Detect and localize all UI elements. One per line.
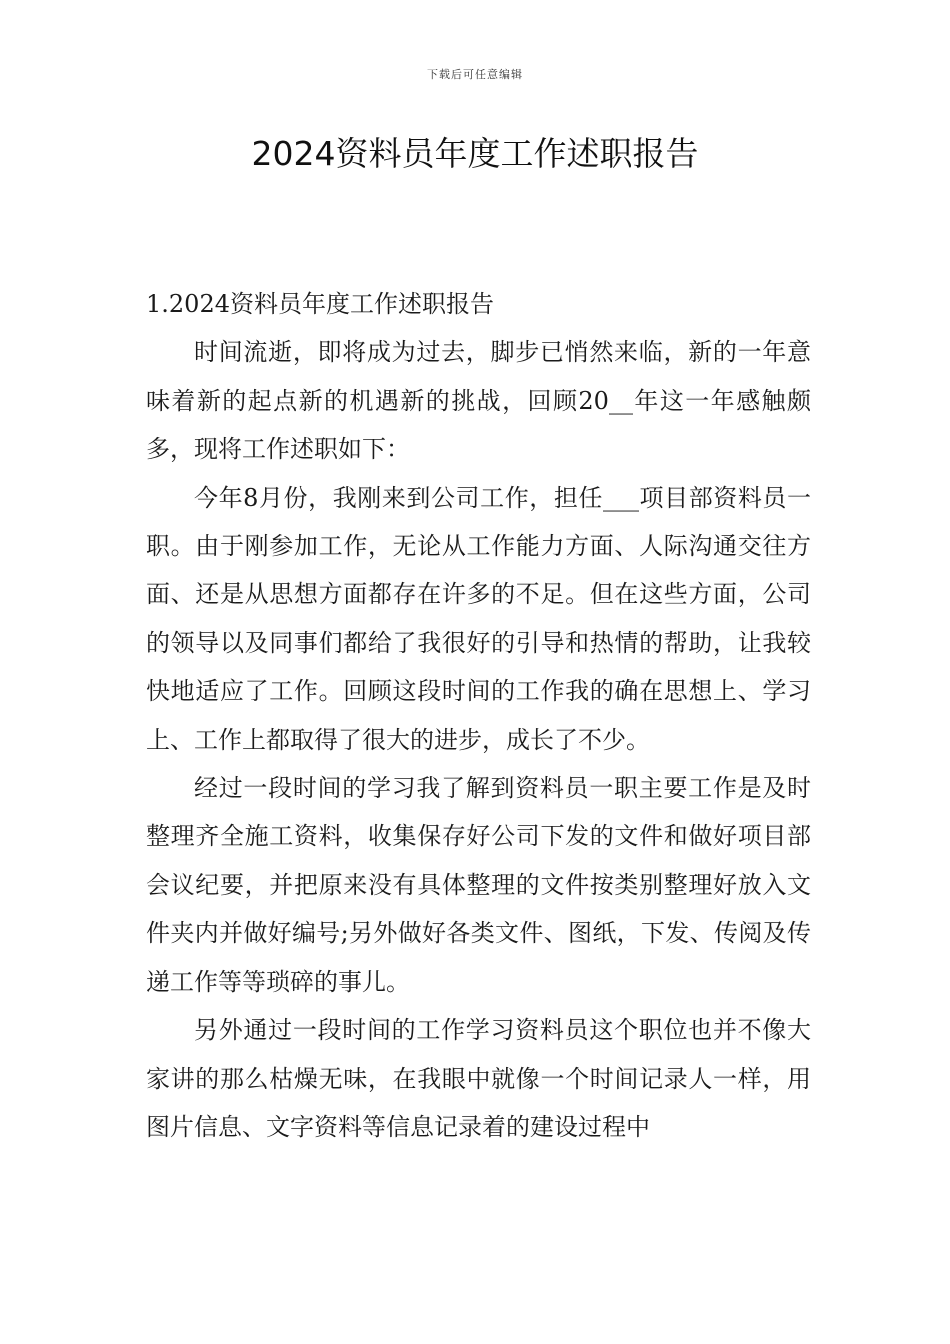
section-heading: 1.2024资料员年度工作述职报告 [146,290,494,318]
header-note: 下载后可任意编辑 [427,68,523,81]
paragraph-4: 另外通过一段时间的工作学习资料员这个职位也并不像大家讲的那么枯燥无味，在我眼中就像一个时间记录人一样，用图片信息、文字资料等信息记录着的建设过程中 [146,1016,811,1141]
paragraph-1: 时间流逝，即将成为过去，脚步已悄然来临，新的一年意味着新的起点新的机遇新的挑战，回顾20__年这一年感触颇多，现将工作述职如下： [146,338,811,464]
document-title: 2024资料员年度工作述职报告 [251,134,699,173]
paragraph-3: 经过一段时间的学习我了解到资料员一职主要工作是及时整理齐全施工资料，收集保存好公司下发的文件和做好项目部会议纪要，并把原来没有具体整理的文件按类别整理好放入文件夹内并做好编号;另外做好各类文件、图纸，下发、传阅及传递工作等等琐碎的事儿。 [146,774,811,996]
paragraph-2: 今年8月份，我刚来到公司工作，担任___项目部资料员一职。由于刚参加工作，无论从工作能力方面、人际沟通交往方面、还是从思想方面都存在许多的不足。但在这些方面，公司的领导以及同事们都给了我很好的引导和热情的帮助，让我较快地适应了工作。回顾这段时间的工作我的确在思想上、学习上、工作上都取得了很大的进步，成长了不少。 [146,483,811,754]
document-body [146,280,811,1151]
